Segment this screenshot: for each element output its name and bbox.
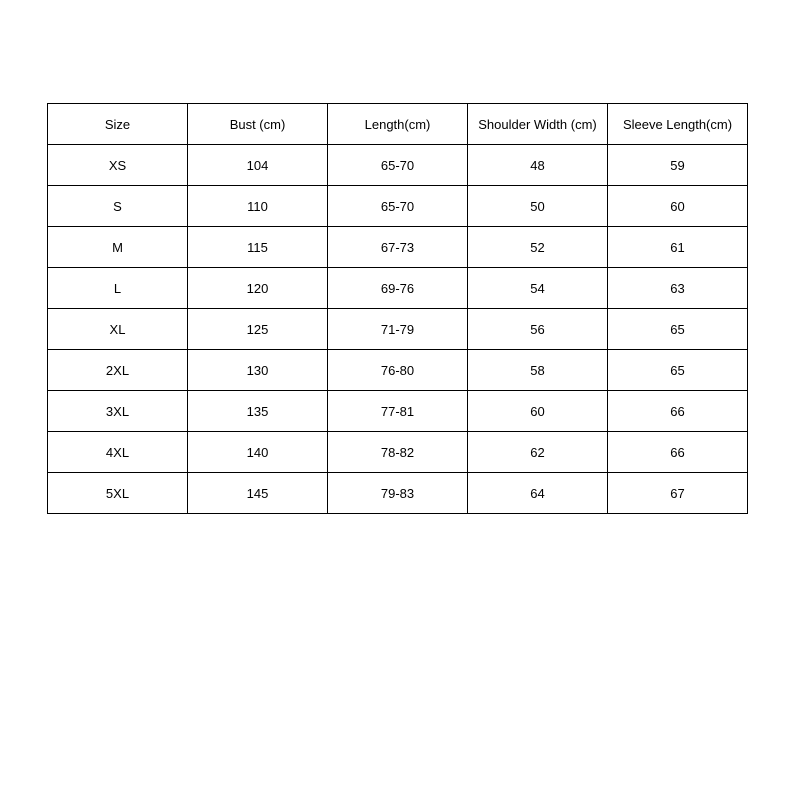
cell-bust: 135 xyxy=(188,391,328,432)
cell-size: S xyxy=(48,186,188,227)
cell-bust: 110 xyxy=(188,186,328,227)
cell-size: 4XL xyxy=(48,432,188,473)
cell-size: 2XL xyxy=(48,350,188,391)
cell-bust: 125 xyxy=(188,309,328,350)
cell-length: 79-83 xyxy=(328,473,468,514)
table-header xyxy=(48,104,748,145)
cell-shoulder-width: 58 xyxy=(468,350,608,391)
header-shoulder-width: Shoulder Width (cm) xyxy=(468,104,608,145)
cell-size: L xyxy=(48,268,188,309)
cell-bust: 145 xyxy=(188,473,328,514)
cell-length: 67-73 xyxy=(328,227,468,268)
cell-shoulder-width: 52 xyxy=(468,227,608,268)
cell-sleeve-length: 66 xyxy=(608,391,748,432)
table-body xyxy=(48,145,748,514)
table-row xyxy=(48,473,748,514)
cell-sleeve-length: 61 xyxy=(608,227,748,268)
cell-size: M xyxy=(48,227,188,268)
cell-length: 77-81 xyxy=(328,391,468,432)
cell-bust: 115 xyxy=(188,227,328,268)
header-length: Length(cm) xyxy=(328,104,468,145)
cell-shoulder-width: 48 xyxy=(468,145,608,186)
cell-length: 65-70 xyxy=(328,186,468,227)
header-size: Size xyxy=(48,104,188,145)
cell-sleeve-length: 65 xyxy=(608,350,748,391)
cell-length: 69-76 xyxy=(328,268,468,309)
table-row xyxy=(48,432,748,473)
table-row xyxy=(48,309,748,350)
header-sleeve-length: Sleeve Length(cm) xyxy=(608,104,748,145)
header-bust: Bust (cm) xyxy=(188,104,328,145)
table-row xyxy=(48,227,748,268)
cell-shoulder-width: 62 xyxy=(468,432,608,473)
cell-shoulder-width: 50 xyxy=(468,186,608,227)
cell-size: 3XL xyxy=(48,391,188,432)
cell-sleeve-length: 65 xyxy=(608,309,748,350)
cell-shoulder-width: 60 xyxy=(468,391,608,432)
cell-bust: 104 xyxy=(188,145,328,186)
header-row xyxy=(48,104,748,145)
cell-sleeve-length: 63 xyxy=(608,268,748,309)
cell-size: XL xyxy=(48,309,188,350)
table-row xyxy=(48,350,748,391)
table-row xyxy=(48,186,748,227)
cell-sleeve-length: 59 xyxy=(608,145,748,186)
cell-sleeve-length: 60 xyxy=(608,186,748,227)
cell-size: 5XL xyxy=(48,473,188,514)
table-row xyxy=(48,145,748,186)
cell-length: 78-82 xyxy=(328,432,468,473)
cell-sleeve-length: 67 xyxy=(608,473,748,514)
cell-length: 71-79 xyxy=(328,309,468,350)
cell-shoulder-width: 56 xyxy=(468,309,608,350)
cell-size: XS xyxy=(48,145,188,186)
cell-bust: 140 xyxy=(188,432,328,473)
cell-shoulder-width: 54 xyxy=(468,268,608,309)
cell-bust: 130 xyxy=(188,350,328,391)
cell-length: 76-80 xyxy=(328,350,468,391)
cell-shoulder-width: 64 xyxy=(468,473,608,514)
cell-sleeve-length: 66 xyxy=(608,432,748,473)
table-row xyxy=(48,391,748,432)
cell-length: 65-70 xyxy=(328,145,468,186)
table-row xyxy=(48,268,748,309)
cell-bust: 120 xyxy=(188,268,328,309)
size-chart-table xyxy=(47,103,748,514)
